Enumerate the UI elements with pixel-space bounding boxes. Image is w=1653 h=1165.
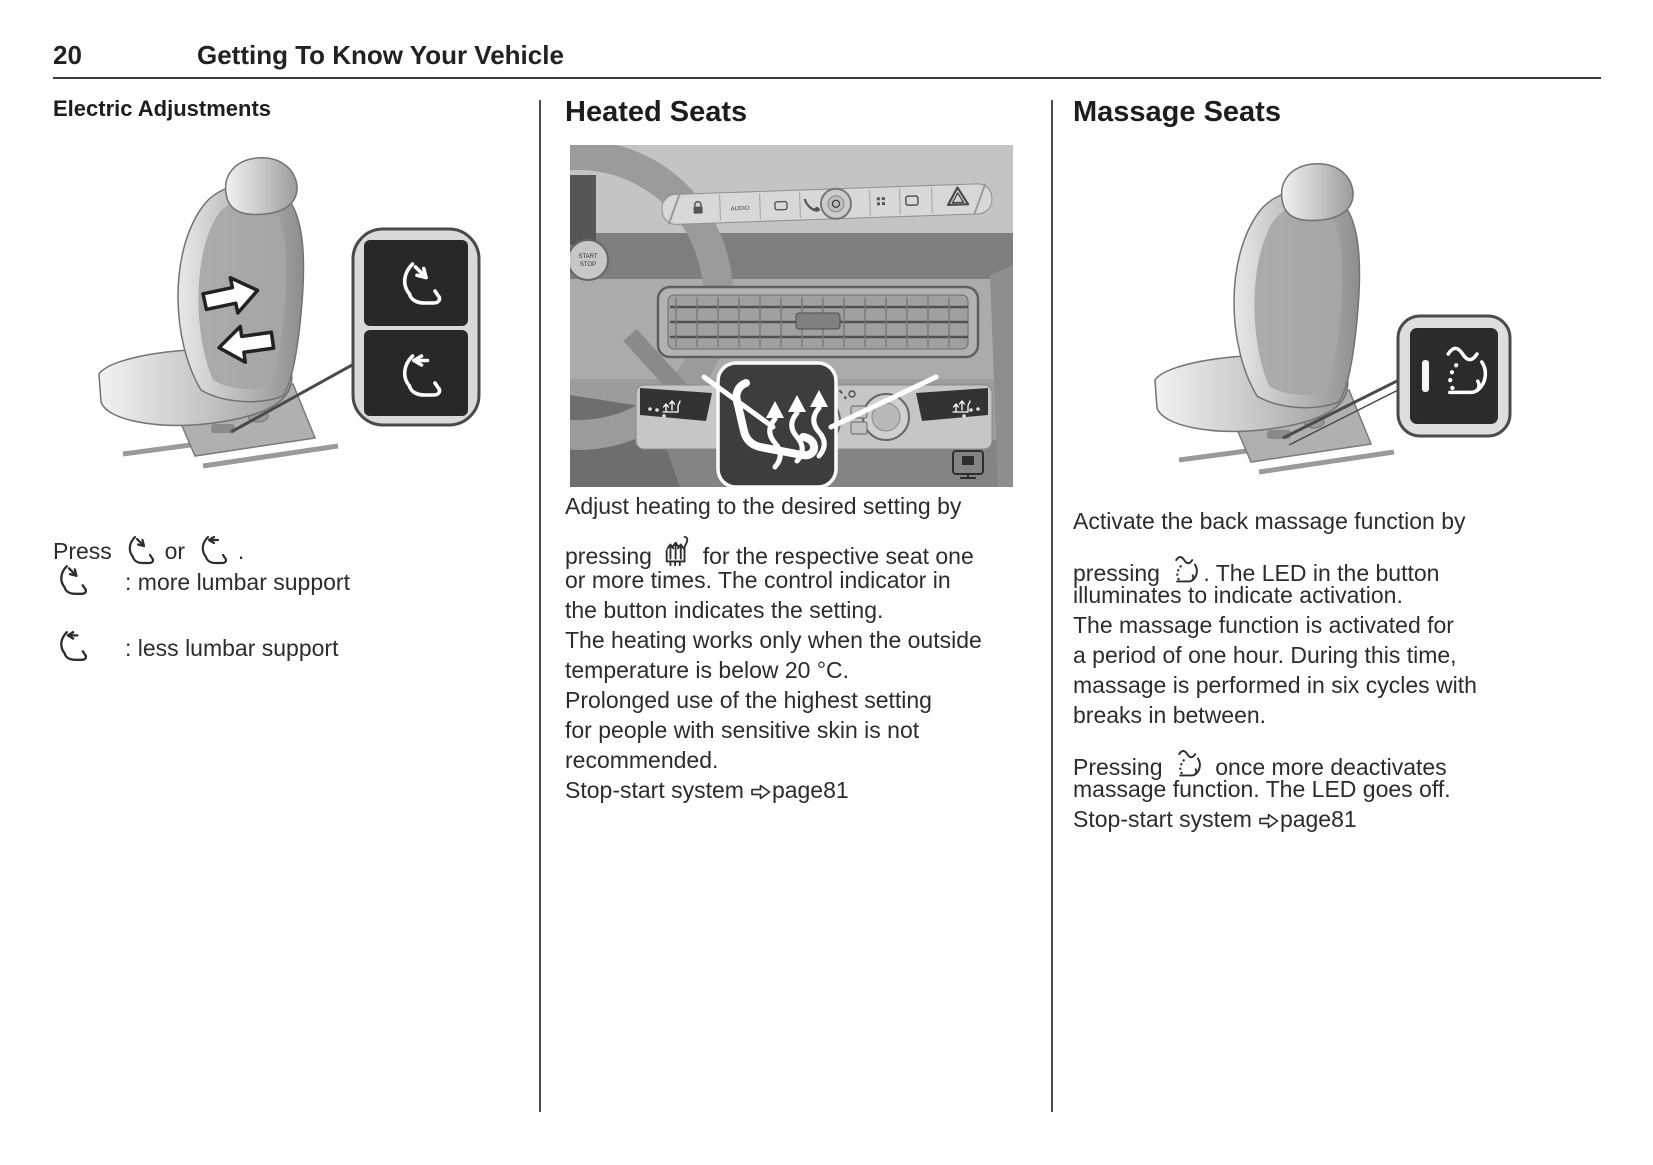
text-line (565, 491, 982, 521)
line-text: for the respective seat one (702, 543, 974, 569)
line-text: Activate the back massage function by (1073, 508, 1466, 534)
line-text: The massage function is activated for (1073, 612, 1454, 638)
start-label: START (578, 254, 598, 260)
section-heading-electric: Electric Adjustments (53, 96, 272, 121)
line-text: a period of one hour. During this time, (1073, 642, 1457, 668)
line-text: recommended. (565, 747, 719, 773)
page-reference: page81 (1279, 806, 1357, 832)
line-text: Stop-start system (565, 777, 744, 803)
page-reference: page81 (771, 777, 849, 803)
seat-headrest (226, 158, 297, 215)
text-line (565, 521, 982, 569)
massage-seats-text (1073, 506, 1477, 834)
column-divider-2 (1051, 100, 1053, 1112)
text-line (1073, 640, 1477, 670)
line-text: massage function. The LED goes off. (1073, 776, 1451, 802)
line-text: breaks in between. (1073, 702, 1267, 728)
line-text: once more deactivates (1215, 754, 1447, 780)
press-label: Press (53, 538, 112, 564)
line-text: pressing (1073, 560, 1160, 586)
stop-label: STOP (579, 262, 597, 268)
line-text: for people with sensitive skin is not (565, 717, 920, 743)
definition-label: : more lumbar support (125, 568, 350, 595)
line-text: pressing (565, 543, 652, 569)
line-text: the button indicates the setting. (565, 597, 884, 623)
page-header (53, 40, 564, 71)
massage-seat-illustration (1073, 138, 1533, 486)
page-ref-arrow-icon (750, 784, 771, 800)
column-divider-1 (539, 100, 541, 1112)
line-text: Prolonged use of the highest setting (565, 687, 932, 713)
section-heated-seats (565, 96, 1035, 803)
text-line (1073, 670, 1477, 700)
stop-start-reference (565, 775, 982, 805)
text-line (1073, 700, 1477, 730)
line-text: illuminates to indicate activation. (1073, 582, 1403, 608)
definition-more-lumbar (53, 556, 350, 608)
stop-start-reference (1073, 804, 1477, 834)
period: . (237, 538, 245, 564)
text-line (565, 715, 982, 745)
line-text: Stop-start system (1073, 806, 1252, 832)
line-text: . The LED in the button (1203, 560, 1440, 586)
section-massage-seats (1073, 96, 1543, 832)
lumbar-more-icon (53, 561, 125, 604)
massage-seat-figure (1073, 138, 1533, 491)
lumbar-more-button (364, 240, 468, 326)
audio-label: AUDIO (730, 205, 750, 213)
line-text: Adjust heating to the desired setting by (565, 493, 962, 519)
line-text: or more times. The control indicator in (565, 567, 951, 593)
heated-seats-text (565, 491, 982, 805)
header-rule (53, 77, 1601, 79)
or-label: or (164, 538, 186, 564)
text-line (1073, 730, 1477, 780)
lumbar-less-button (364, 330, 468, 416)
section-heading-heated: Heated Seats (565, 96, 748, 128)
dashboard-illustration (570, 145, 1013, 487)
page-number: 20 (53, 40, 82, 70)
text-line (565, 745, 982, 775)
seat-graphic (1155, 164, 1394, 472)
text-line (565, 595, 982, 625)
text-line (1073, 774, 1477, 804)
electric-seat-figure (53, 134, 503, 487)
heated-seats-figure (570, 145, 1013, 492)
text-line (1073, 610, 1477, 640)
start-stop-button (570, 240, 608, 280)
text-line (565, 685, 982, 715)
lumbar-less-icon (53, 627, 125, 670)
section-heading-massage: Massage Seats (1073, 96, 1281, 128)
definition-label: : less lumbar support (125, 634, 339, 661)
text-line (565, 565, 982, 595)
text-line (565, 625, 982, 655)
definition-less-lumbar (53, 622, 338, 674)
section-electric-adjustments (53, 96, 523, 661)
led-indicator (1422, 360, 1429, 392)
air-vent (658, 287, 978, 357)
chapter-title: Getting To Know Your Vehicle (197, 40, 564, 70)
line-text: Pressing (1073, 754, 1163, 780)
text-line (1073, 536, 1477, 586)
text-line (565, 655, 982, 685)
page-ref-arrow-icon (1258, 813, 1279, 829)
line-text: temperature is below 20 °C. (565, 657, 850, 683)
electric-seat-illustration (53, 134, 503, 482)
line-text: The heating works only when the outside (565, 627, 982, 653)
line-text: massage is performed in six cycles with (1073, 672, 1477, 698)
text-line (1073, 506, 1477, 536)
